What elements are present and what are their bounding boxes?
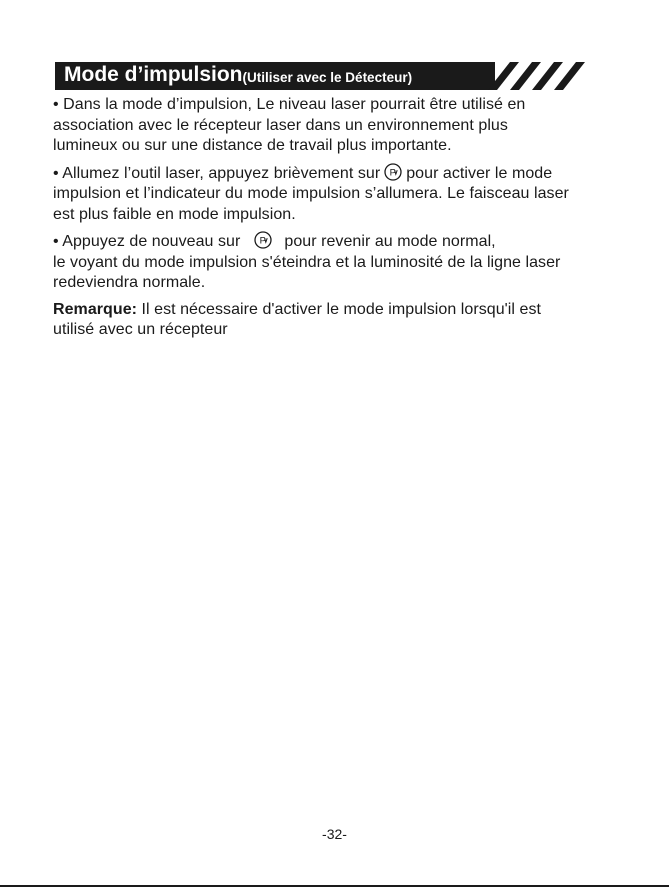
text-line: le voyant du mode impulsion s'éteindra et la luminosité de la ligne laser: [53, 253, 561, 271]
page-number: -32-: [322, 826, 347, 842]
svg-text:P: P: [259, 235, 267, 247]
paragraph-deactivate-pulse: [53, 231, 628, 294]
text-line-with-icon: [53, 163, 628, 185]
text-line-note: [53, 300, 628, 321]
svg-text:P: P: [389, 167, 397, 178]
section-header-bar: [55, 62, 495, 90]
text-line-with-icon: [53, 231, 628, 253]
pulse-button-icon: [384, 163, 402, 181]
paragraph-note: [53, 300, 628, 341]
text-line: association avec le récepteur laser dans un environnement plus: [53, 116, 508, 134]
text-line: utilisé avec un récepteur: [53, 321, 228, 338]
text-segment: • Appuyez de nouveau sur: [53, 233, 241, 250]
section-subtitle: (Utiliser avec le Détecteur): [242, 70, 413, 85]
note-label: Remarque:: [53, 300, 138, 318]
text-segment: pour revenir au mode normal,: [284, 233, 496, 250]
text-line: redeviendra normale.: [53, 274, 206, 291]
body-content: [53, 95, 628, 347]
text-segment: Il est nécessaire d'activer le mode impulsion lorsqu'il est: [137, 300, 541, 318]
pulse-button-icon: [254, 231, 272, 249]
text-segment: • Allumez l’outil laser, appuyez brièvement sur: [53, 164, 381, 182]
section-title: Mode d’impulsion: [64, 63, 243, 86]
bottom-divider: [0, 885, 669, 887]
text-line: impulsion et l’indicateur du mode impulsion s’allumera. Le faisceau laser: [53, 185, 569, 202]
paragraph-pulse-intro: [53, 95, 628, 157]
text-line: lumineux ou sur une distance de travail plus importante.: [53, 137, 452, 154]
header-stripes-decoration: [488, 62, 588, 90]
text-segment: pour activer le mode: [406, 164, 553, 182]
text-line: est plus faible en mode impulsion.: [53, 205, 296, 223]
text-line: • Dans la mode d’impulsion, Le niveau laser pourrait être utilisé en: [53, 96, 526, 113]
paragraph-activate-pulse: [53, 163, 628, 226]
